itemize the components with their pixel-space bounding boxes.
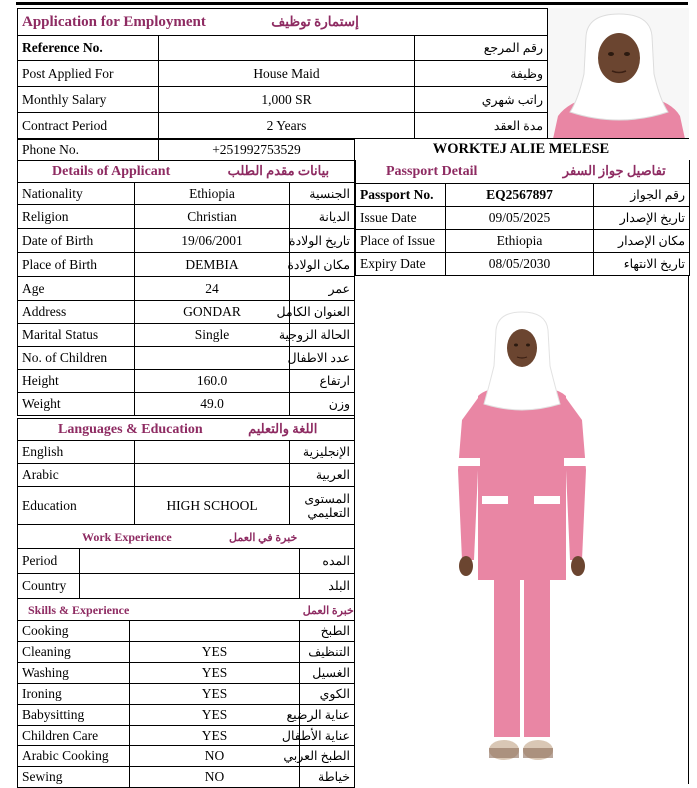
details-row <box>18 324 355 347</box>
job-table <box>17 8 548 139</box>
work-label: Period <box>18 549 80 574</box>
passport-label: Place of Issue <box>356 229 446 252</box>
work-value <box>80 549 300 574</box>
passport-row <box>356 252 690 275</box>
skill-value <box>130 621 300 642</box>
details-label: Place of Birth <box>18 253 135 277</box>
work-label-ar: البلد <box>300 574 355 599</box>
details-label-ar: وزن <box>290 393 355 416</box>
language-label-ar: الإنجليزية <box>290 441 355 464</box>
skill-row <box>18 705 355 726</box>
job-value: 2 Years <box>159 113 415 139</box>
skill-label-ar: الطبخ العربي <box>300 746 355 767</box>
language-label: English <box>18 441 135 464</box>
details-label-ar: الديانة <box>290 205 355 229</box>
phone-table <box>17 139 355 161</box>
title-en: Application for Employment <box>22 13 206 30</box>
passport-label-ar: تاريخ الانتهاء <box>594 252 690 275</box>
title-ar: إستمارة توظيف <box>271 13 359 29</box>
skill-label: Ironing <box>18 684 130 705</box>
education-value: HIGH SCHOOL <box>135 487 290 525</box>
skill-label-ar: خياطة <box>300 767 355 788</box>
work-label-ar: المده <box>300 549 355 574</box>
skill-value: NO <box>130 746 300 767</box>
passport-value: 09/05/2025 <box>446 206 594 229</box>
headshot-divider <box>547 138 689 139</box>
education-row <box>18 487 355 525</box>
details-label: Address <box>18 301 135 324</box>
details-row <box>18 183 355 205</box>
skill-value: YES <box>130 705 300 726</box>
details-label-ar: تاريخ الولادة <box>290 229 355 253</box>
language-label: Arabic <box>18 464 135 487</box>
skill-row <box>18 684 355 705</box>
details-label-ar: مكان الولادة <box>290 253 355 277</box>
job-label: Post Applied For <box>18 61 159 87</box>
details-title-ar: بيانات مقدم الطلب <box>227 163 330 178</box>
job-row <box>18 113 548 139</box>
skill-label: Babysitting <box>18 705 130 726</box>
details-label: Religion <box>18 205 135 229</box>
skill-label: Cooking <box>18 621 130 642</box>
job-row <box>18 36 548 61</box>
job-label: Monthly Salary <box>18 87 159 113</box>
skill-row <box>18 767 355 788</box>
skill-value: YES <box>130 726 300 746</box>
details-label-ar: العنوان الكامل <box>290 301 355 324</box>
details-row <box>18 253 355 277</box>
passport-label-ar: تاريخ الإصدار <box>594 206 690 229</box>
details-label: Height <box>18 370 135 393</box>
job-row <box>18 87 548 113</box>
skill-label: Children Care <box>18 726 130 746</box>
details-label-ar: عدد الاطفال <box>290 347 355 370</box>
languages-title-ar: اللغة والتعليم <box>248 421 318 436</box>
details-row <box>18 229 355 253</box>
passport-value: 08/05/2030 <box>446 252 594 275</box>
education-label-ar <box>290 487 355 525</box>
languages-title-en: Languages & Education <box>58 422 203 437</box>
details-label-ar: عمر <box>290 277 355 301</box>
work-value <box>80 574 300 599</box>
job-row <box>18 61 548 87</box>
passport-label-ar: مكان الإصدار <box>594 229 690 252</box>
details-row <box>18 301 355 324</box>
skill-label-ar: التنظيف <box>300 642 355 663</box>
job-label-ar: رقم المرجع <box>415 36 548 61</box>
details-value: 160.0 <box>135 370 290 393</box>
skill-label: Sewing <box>18 767 130 788</box>
skill-label-ar: الغسيل <box>300 663 355 684</box>
skill-value: YES <box>130 684 300 705</box>
skill-label: Cleaning <box>18 642 130 663</box>
details-label: Marital Status <box>18 324 135 347</box>
applicant-name: WORKTEJ ALIE MELESE <box>432 141 610 157</box>
job-value: House Maid <box>159 61 415 87</box>
details-label-ar: الجنسية <box>290 183 355 205</box>
details-value: Christian <box>135 205 290 229</box>
education-ar-line2: التعليمي <box>307 505 351 520</box>
passport-value: Ethiopia <box>446 229 594 252</box>
passport-row <box>356 206 690 229</box>
skill-value: YES <box>130 663 300 684</box>
details-label: Nationality <box>18 183 135 205</box>
details-row <box>18 347 355 370</box>
details-value: 49.0 <box>135 393 290 416</box>
job-label-ar: وظيفة <box>415 61 548 87</box>
details-value: Single <box>135 324 290 347</box>
details-value: 19/06/2001 <box>135 229 290 253</box>
language-value <box>135 464 290 487</box>
work-label: Country <box>18 574 80 599</box>
skills-title-en: Skills & Experience <box>28 602 130 617</box>
applicant-full-photo <box>448 310 598 772</box>
languages-table <box>17 418 355 525</box>
details-value: DEMBIA <box>135 253 290 277</box>
details-row <box>18 393 355 416</box>
details-row <box>18 370 355 393</box>
education-ar-line1: المستوى <box>304 491 351 506</box>
details-title-en: Details of Applicant <box>52 164 171 179</box>
skills-table <box>17 598 355 788</box>
passport-row <box>356 183 690 206</box>
passport-value: EQ2567897 <box>446 183 594 206</box>
skill-value: NO <box>130 767 300 788</box>
details-label-ar: الحالة الزوجية <box>290 324 355 347</box>
details-label: No. of Children <box>18 347 135 370</box>
language-label-ar: العربية <box>290 464 355 487</box>
job-value <box>159 36 415 61</box>
skill-row <box>18 726 355 746</box>
passport-label: Expiry Date <box>356 252 446 275</box>
skill-row <box>18 642 355 663</box>
skill-label: Arabic Cooking <box>18 746 130 767</box>
details-label: Age <box>18 277 135 301</box>
skills-title-ar: خبرة العمل <box>302 604 354 617</box>
language-value <box>135 441 290 464</box>
applicant-headshot <box>548 8 689 139</box>
skill-row <box>18 621 355 642</box>
work-row <box>18 574 355 599</box>
job-label: Reference No. <box>18 36 159 61</box>
details-label: Date of Birth <box>18 229 135 253</box>
passport-label: Issue Date <box>356 206 446 229</box>
passport-title-ar: تفاصيل جواز السفر <box>562 162 666 178</box>
phone-value: +251992753529 <box>159 140 355 161</box>
skill-label-ar: الكوي <box>300 684 355 705</box>
work-title-ar: خبرة في العمل <box>229 531 298 544</box>
skill-label-ar: عناية الرضيع <box>300 705 355 726</box>
details-value: Ethiopia <box>135 183 290 205</box>
language-row <box>18 441 355 464</box>
details-row <box>18 205 355 229</box>
passport-title-en: Passport Detail <box>386 163 478 179</box>
job-label-ar: راتب شهري <box>415 87 548 113</box>
skill-row <box>18 746 355 767</box>
job-label-ar: مدة العقد <box>415 113 548 139</box>
job-label: Contract Period <box>18 113 159 139</box>
language-row <box>18 464 355 487</box>
job-value: 1,000 SR <box>159 87 415 113</box>
details-table <box>17 160 355 416</box>
education-label: Education <box>18 487 135 525</box>
skill-label-ar: عناية الأطفال <box>300 726 355 746</box>
skill-row <box>18 663 355 684</box>
work-row <box>18 549 355 574</box>
passport-label: Passport No. <box>356 183 446 206</box>
passport-row <box>356 229 690 252</box>
details-value <box>135 347 290 370</box>
phone-label: Phone No. <box>18 140 159 161</box>
skill-value: YES <box>130 642 300 663</box>
details-label: Weight <box>18 393 135 416</box>
details-row <box>18 277 355 301</box>
skill-label-ar: الطبخ <box>300 621 355 642</box>
passport-label-ar: رقم الجواز <box>594 183 690 206</box>
work-title-en: Work Experience <box>82 529 172 544</box>
details-label-ar: ارتفاع <box>290 370 355 393</box>
details-value: GONDAR <box>135 301 290 324</box>
work-table <box>17 524 355 599</box>
top-border <box>16 2 688 5</box>
passport-table <box>355 160 690 276</box>
details-value: 24 <box>135 277 290 301</box>
skill-label: Washing <box>18 663 130 684</box>
